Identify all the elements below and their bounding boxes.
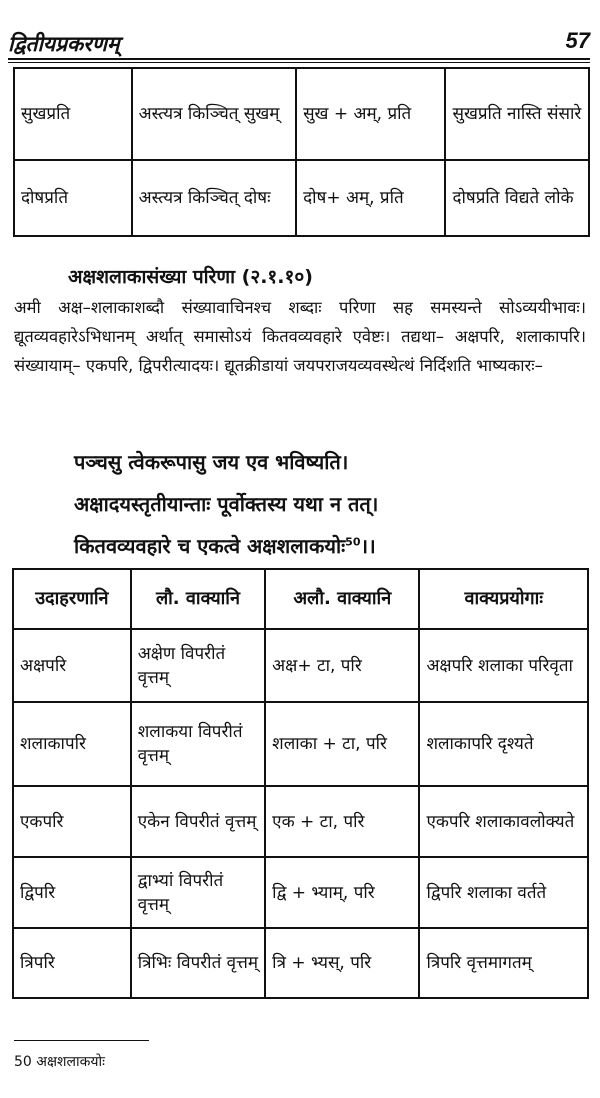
table-row xyxy=(13,629,588,702)
table-cell: शलाकया विपरीतं वृत्तम् xyxy=(131,702,265,786)
table-cell: एकपरि शलाकावलोक्यते xyxy=(419,786,588,857)
header-rule-thin xyxy=(8,62,590,63)
table-cell: अक्षेण विपरीतं वृत्तम् xyxy=(131,629,265,702)
footnote-divider xyxy=(14,1040,149,1041)
example-table-prati xyxy=(13,67,590,237)
table-cell: द्वाभ्यां विपरीतं वृत्तम् xyxy=(131,857,265,928)
table-cell: शलाकापरि दृश्यते xyxy=(419,702,588,786)
table-cell: दोष+ अम्, प्रति xyxy=(296,160,445,236)
table-cell: द्विपरि xyxy=(13,857,131,928)
table-row xyxy=(13,857,588,928)
table-cell: द्विपरि शलाका वर्तते xyxy=(419,857,588,928)
table-cell: अस्त्यत्र किञ्चित् सुखम् xyxy=(132,68,296,160)
table-cell: अक्षपरि शलाका परिवृता xyxy=(419,629,588,702)
verse-line-3 xyxy=(74,532,376,559)
header-rule xyxy=(8,58,590,60)
table-cell: एकेन विपरीतं वृत्तम् xyxy=(131,786,265,857)
section-heading: अक्षशलाकासंख्या परिणा (२.१.१०) xyxy=(68,266,313,288)
table-cell: अस्त्यत्र किञ्चित् दोषः xyxy=(132,160,296,236)
footnote-ref: 50 xyxy=(345,535,361,549)
table-cell: सुखप्रति xyxy=(14,68,132,160)
running-title: द्वितीयप्रकरणम् xyxy=(8,32,120,56)
body-paragraph: अमी अक्ष–शलाकाशब्दौ संख्यावाचिनश्च शब्दाः परिणा सह समस्यन्ते सोऽव्ययीभावः। द्यूतव्यवहारेऽभिधानम् अर्थात् समासोऽयं कितवव्यवहारे एवेष्टः। तद्यथा– अक्षपरि, शलाकापरि। संख्यायाम्– एकपरि, द्विपरीत्यादयः। द्यूतक्रीडायां जयपराजयव्यवस्थेत्थं निर्दिशति भाष्यकारः– xyxy=(14,298,586,375)
table-cell: अक्षपरि xyxy=(13,629,131,702)
table-cell: त्रिभिः विपरीतं वृत्तम् xyxy=(131,928,265,998)
example-table-pari xyxy=(12,568,589,999)
column-header: वाक्यप्रयोगाः xyxy=(419,569,588,629)
verse-line-2: अक्षादयस्तृतीयान्ताः पूर्वोक्तस्य यथा न तत्। xyxy=(74,492,379,516)
table-row xyxy=(14,68,589,160)
table-cell: त्रिपरि xyxy=(13,928,131,998)
verse-line-3-end: ।। xyxy=(360,534,376,558)
verse-line-1: पञ्चसु त्वेकरूपासु जय एव भविष्यति। xyxy=(74,450,349,474)
table-header-row xyxy=(13,569,588,629)
table-cell: एक + टा, परि xyxy=(265,786,419,857)
table-cell: सुखप्रति नास्ति संसारे xyxy=(445,68,589,160)
table-row xyxy=(13,928,588,998)
page-header xyxy=(8,30,590,60)
column-header: लौ. वाक्यानि xyxy=(131,569,265,629)
table-cell: सुख + अम्, प्रति xyxy=(296,68,445,160)
column-header: उदाहरणानि xyxy=(13,569,131,629)
table-cell: दोषप्रति विद्यते लोके xyxy=(445,160,589,236)
table-cell: द्वि + भ्याम्, परि xyxy=(265,857,419,928)
table-cell: अक्ष+ टा, परि xyxy=(265,629,419,702)
verse-line-3-text: कितवव्यवहारे च एकत्वे अक्षशलाकयोः xyxy=(74,534,346,558)
table-row xyxy=(13,702,588,786)
table-row xyxy=(13,786,588,857)
table-row xyxy=(14,160,589,236)
table-cell: शलाका + टा, परि xyxy=(265,702,419,786)
table-cell: दोषप्रति xyxy=(14,160,132,236)
table-cell: शलाकापरि xyxy=(13,702,131,786)
table-cell: त्रिपरि वृत्तमागतम् xyxy=(419,928,588,998)
column-header: अलौ. वाक्यानि xyxy=(265,569,419,629)
page-number: 57 xyxy=(565,28,590,53)
footnote: 50 अक्षशलाकयोः xyxy=(14,1054,105,1070)
table-cell: त्रि + भ्यस्, परि xyxy=(265,928,419,998)
table-cell: एकपरि xyxy=(13,786,131,857)
